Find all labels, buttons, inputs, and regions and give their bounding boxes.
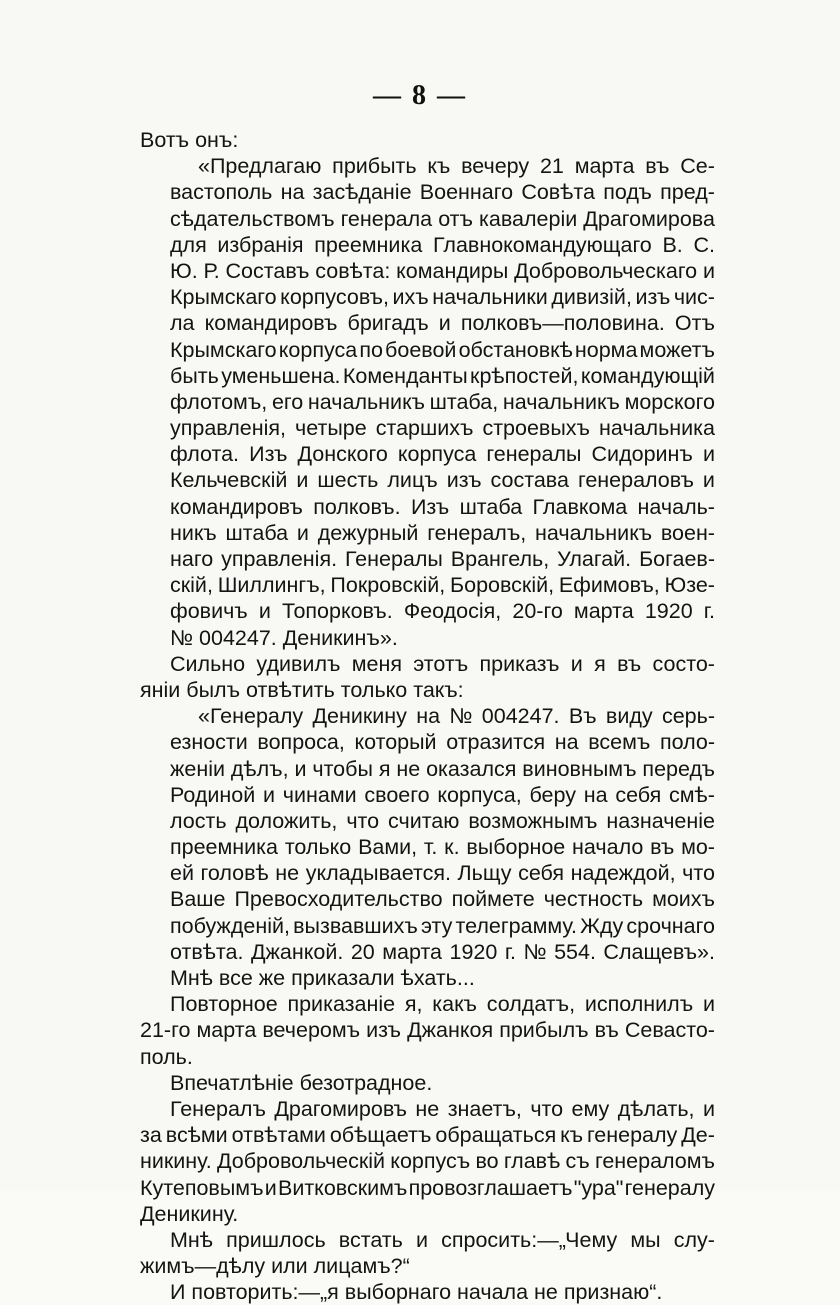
- text-line: Кельчевскій и шесть лицъ изъ состава генераловъ и: [170, 468, 715, 493]
- text-line: Мнѣ все же приказали ѣхать...: [170, 966, 475, 990]
- text-line: Крымскаго корпусовъ, ихъ начальники дивизій, изъ чис-: [170, 285, 715, 310]
- text-line: ей головѣ не укладывается. Льщу себя надеждой, что: [170, 861, 715, 886]
- text-line: Ваше Превосходительство поймете честность моихъ: [170, 887, 715, 912]
- text-line: Деникину.: [140, 1201, 239, 1226]
- text-line: командировъ полковъ. Изъ штаба Главкома началь-: [170, 494, 715, 519]
- text-line: побужденій, вызвавшихъ эту телеграмму. Жду срочнаго: [170, 913, 715, 938]
- text-line: Генералъ Драгомировъ не знаетъ, что ему дѣлать, и: [170, 1096, 715, 1121]
- text-line: поль.: [140, 1044, 193, 1069]
- text-line: быть уменьшена. Коменданты крѣпостей, командующій: [170, 363, 715, 388]
- text-line: фовичъ и Топорковъ. Феодосія, 20-го марта 1920 г.: [170, 599, 715, 624]
- text-line: «Генералу Деникину на № 004247. Въ виду серь-: [198, 704, 715, 729]
- text-line: езности вопроса, который отразится на всемъ поло-: [170, 730, 715, 755]
- text-line: скій, Шиллингъ, Покровскій, Боровскій, Ефимовъ, Юзе-: [170, 573, 715, 598]
- text-line: 21-го марта вечеромъ изъ Джанкоя прибылъ въ Севасто-: [140, 1018, 715, 1043]
- text-line: жимъ—дѣлу или лицамъ?“: [140, 1254, 410, 1279]
- text-line: отвѣта. Джанкой. 20 марта 1920 г. № 554. Слащевъ».: [170, 939, 715, 964]
- text-line: Кутеповымъ и Витковскимъ провозглашаетъ "ура" генералу: [140, 1175, 715, 1200]
- text-line: флота. Изъ Донского корпуса генералы Сидоринъ и: [170, 442, 715, 467]
- text-line: Впечатлѣніе безотрадное.: [170, 1070, 433, 1095]
- text-line: «Предлагаю прибыть къ вечеру 21 марта въ Се-: [198, 154, 715, 179]
- text-line: Вотъ онъ:: [140, 128, 239, 152]
- text-line: никъ штаба и дежурный генералъ, начальникъ воен-: [170, 520, 715, 545]
- text-line: И повторить:—„я выборнаго начала не признаю“.: [170, 1280, 663, 1305]
- text-line: никину. Добровольческій корпусъ во главѣ съ генераломъ: [140, 1149, 715, 1174]
- text-line: Ю. Р. Составъ совѣта: командиры Добровольческаго и: [170, 258, 715, 283]
- text-line: за всѣми отвѣтами обѣщаетъ обращаться къ генералу Де-: [140, 1123, 715, 1148]
- text-line: лость доложить, что считаю возможнымъ назначеніе: [170, 808, 715, 833]
- page-number: — 8 —: [373, 80, 467, 111]
- text-line: для избранія преемника Главнокомандующаго В. С.: [170, 232, 715, 257]
- text-line: вастополь на засѣданіе Военнаго Совѣта подъ пред-: [170, 180, 715, 205]
- text-line: Родиной и чинами своего корпуса, беру на себя смѣ-: [170, 782, 715, 807]
- text-line: ла командировъ бригадъ и полковъ—половина. Отъ: [170, 311, 715, 336]
- text-line: Повторное приказаніе я, какъ солдатъ, исполнилъ и: [170, 992, 715, 1017]
- text-line: флотомъ, его начальникъ штаба, начальникъ морского: [170, 389, 715, 414]
- text-line: наго управленія. Генералы Врангель, Улагай. Богаев-: [170, 547, 715, 571]
- text-line: женіи дѣлъ, и чтобы я не оказался виновнымъ передъ: [170, 756, 715, 781]
- text-line: управленія, четыре старшихъ строевыхъ начальника: [170, 416, 715, 441]
- text-line: сѣдательствомъ генерала отъ кавалеріи Драгомирова: [170, 206, 715, 231]
- text-line: Крымскаго корпуса по боевой обстановкѣ норма можетъ: [170, 337, 715, 362]
- text-line: преемника только Вами, т. к. выборное начало въ мо-: [170, 835, 715, 860]
- text-line: Сильно удивилъ меня этотъ приказъ и я въ состо-: [170, 651, 715, 676]
- body-text: [140, 127, 715, 1305]
- text-line: № 004247. Деникинъ».: [170, 625, 398, 650]
- text-line: яніи былъ отвѣтить только такъ:: [140, 677, 464, 702]
- text-line: Мнѣ пришлось встать и спросить:—„Чему мы слу-: [170, 1227, 715, 1252]
